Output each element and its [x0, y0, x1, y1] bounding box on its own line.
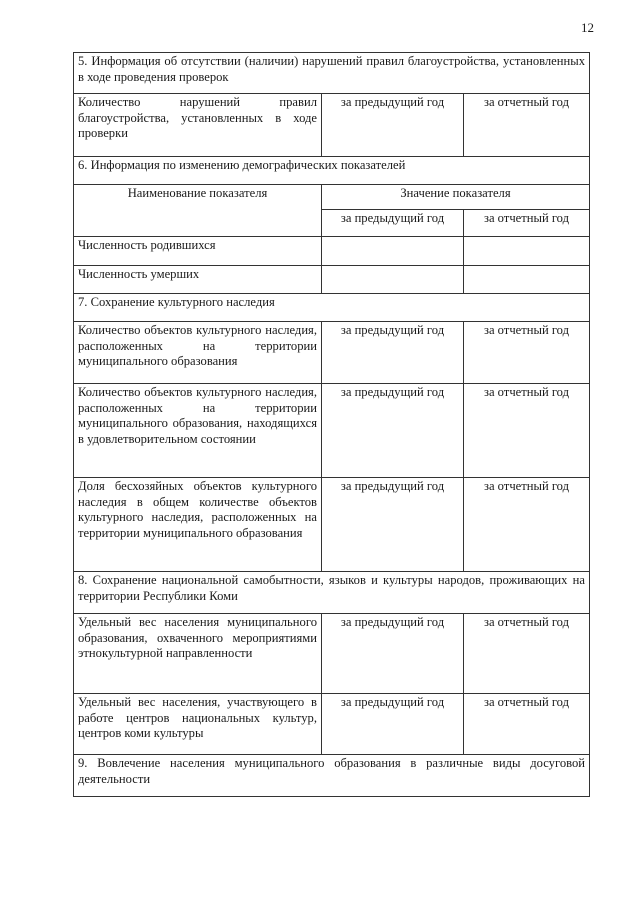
- previous-year-cell: [322, 266, 464, 294]
- section-9-title: 9. Вовлечение населения муниципального образования в различные виды досуговой деятельности: [74, 755, 590, 797]
- indicator-label: Численность умерших: [74, 266, 322, 294]
- reporting-year-cell: за отчетный год: [464, 322, 590, 384]
- previous-year-cell: за предыдущий год: [322, 322, 464, 384]
- reporting-year-cell: за отчетный год: [464, 384, 590, 478]
- indicator-label: Количество объектов культурного наследия, расположенных на территории муниципального образования: [74, 322, 322, 384]
- table-row: [74, 614, 590, 694]
- section-6-header-row: [74, 185, 590, 210]
- reporting-year-cell: [464, 237, 590, 266]
- section-6-title: 6. Информация по изменению демографических показателей: [74, 157, 590, 185]
- table-row: [74, 384, 590, 478]
- reporting-year-cell: за отчетный год: [464, 614, 590, 694]
- indicator-value-header: Значение показателя: [322, 185, 590, 210]
- table-row: [74, 322, 590, 384]
- indicator-label: Количество нарушений правил благоустройства, установленных в ходе проверки: [74, 94, 322, 157]
- table-row: [74, 94, 590, 157]
- report-form-table: [73, 52, 590, 797]
- indicator-label: Количество объектов культурного наследия, расположенных на территории муниципального образования, находящихся в удовлетворительном состоянии: [74, 384, 322, 478]
- indicator-label: Доля бесхозяйных объектов культурного наследия в общем количестве объектов культурного наследия, расположенных на территории муниципального образования: [74, 478, 322, 572]
- previous-year-cell: за предыдущий год: [322, 614, 464, 694]
- table-row: [74, 694, 590, 755]
- section-7-title-row: [74, 294, 590, 322]
- previous-year-cell: [322, 237, 464, 266]
- indicator-label: Удельный вес населения, участвующего в работе центров национальных культур, центров коми культуры: [74, 694, 322, 755]
- indicator-label: Численность родившихся: [74, 237, 322, 266]
- reporting-year-cell: [464, 266, 590, 294]
- section-5-title-row: [74, 53, 590, 94]
- section-7-title: 7. Сохранение культурного наследия: [74, 294, 590, 322]
- previous-year-cell: за предыдущий год: [322, 478, 464, 572]
- table-row: [74, 266, 590, 294]
- previous-year-cell: за предыдущий год: [322, 94, 464, 157]
- section-6-title-row: [74, 157, 590, 185]
- indicator-label: Удельный вес населения муниципального образования, охваченного мероприятиями этнокультурной направленности: [74, 614, 322, 694]
- previous-year-cell: за предыдущий год: [322, 694, 464, 755]
- section-5-title: 5. Информация об отсутствии (наличии) нарушений правил благоустройства, установленных в ходе проведения проверок: [74, 53, 590, 94]
- section-9-title-row: [74, 755, 590, 797]
- section-8-title: 8. Сохранение национальной самобытности, языков и культуры народов, проживающих на территории Республики Коми: [74, 572, 590, 614]
- reporting-year-cell: за отчетный год: [464, 694, 590, 755]
- reporting-year-cell: за отчетный год: [464, 94, 590, 157]
- previous-year-header: за предыдущий год: [322, 210, 464, 237]
- previous-year-cell: за предыдущий год: [322, 384, 464, 478]
- reporting-year-cell: за отчетный год: [464, 478, 590, 572]
- table-row: [74, 237, 590, 266]
- section-8-title-row: [74, 572, 590, 614]
- table-row: [74, 478, 590, 572]
- reporting-year-header: за отчетный год: [464, 210, 590, 237]
- page-number: 12: [581, 20, 594, 35]
- indicator-name-header: Наименование показателя: [74, 185, 322, 237]
